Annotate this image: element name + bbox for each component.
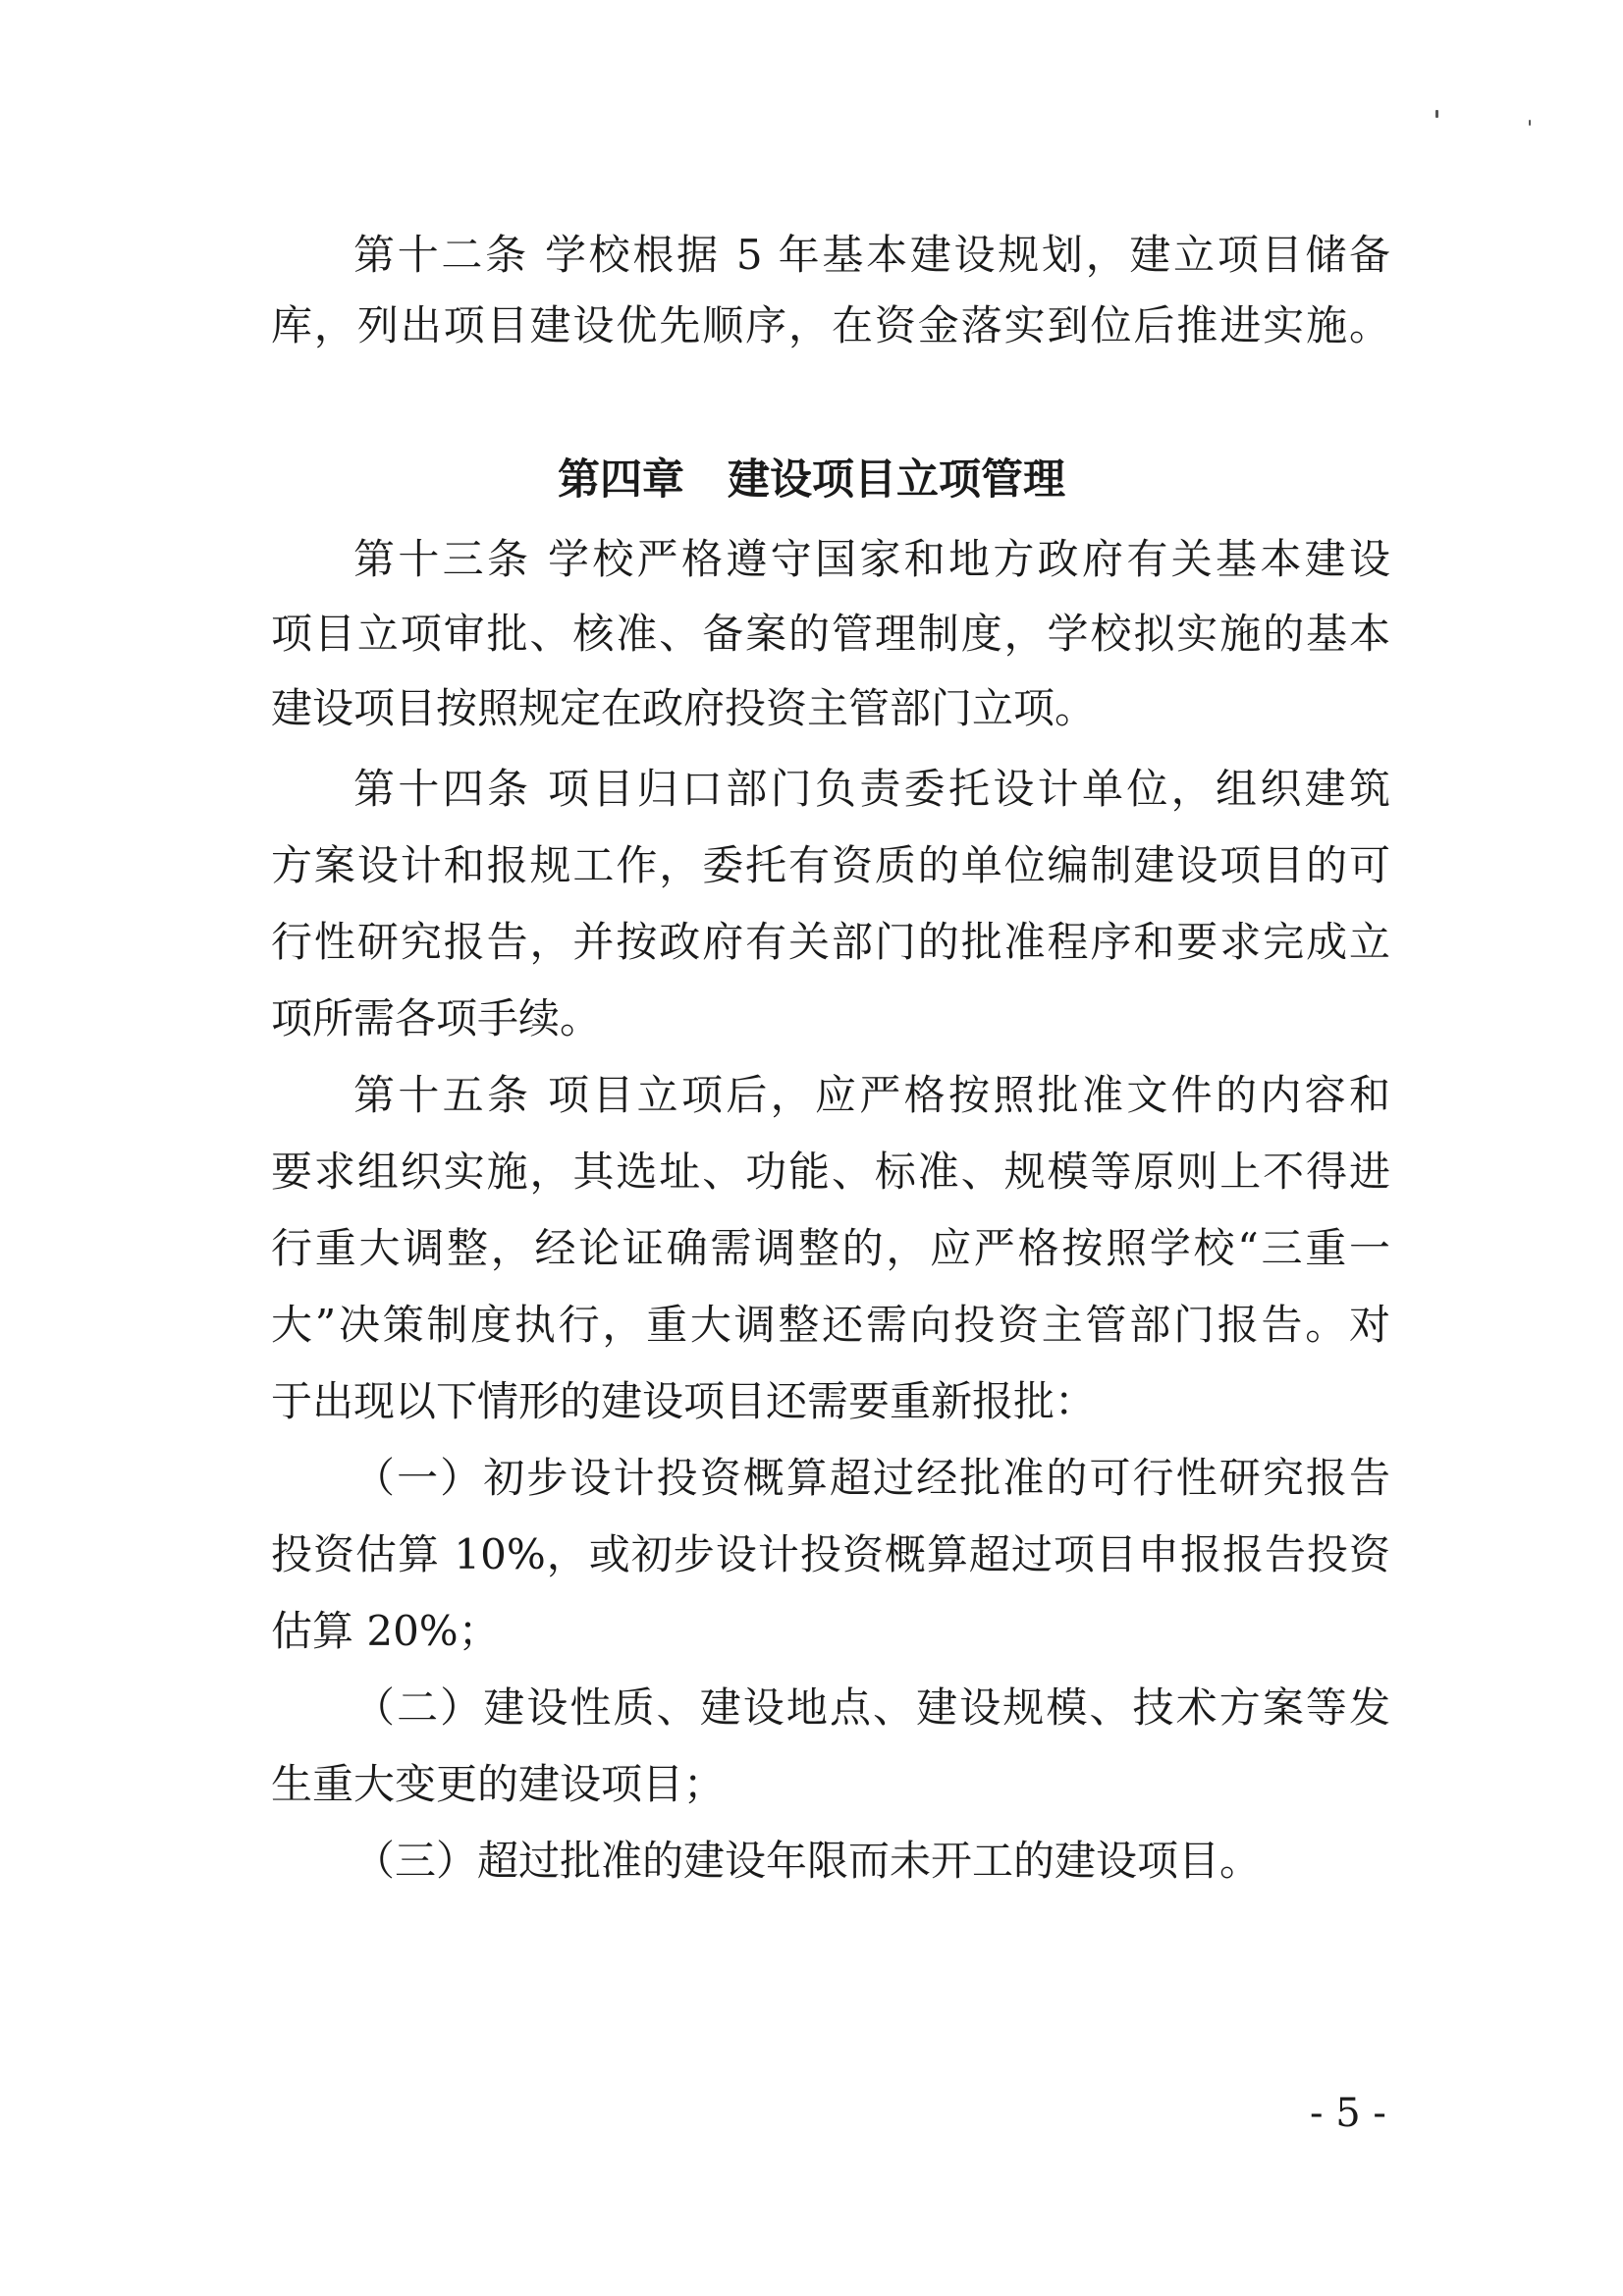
scan-speck bbox=[1435, 110, 1438, 118]
chapter-title: 建设项目立项管理 bbox=[728, 455, 1065, 505]
paragraph-line: 方案设计和报规工作，委托有资质的单位编制建设项目的可 bbox=[271, 841, 1390, 889]
paragraph-line: 于出现以下情形的建设项目还需要重新报批： bbox=[271, 1377, 1097, 1425]
paragraph-line: （二）建设性质、建设地点、建设规模、技术方案等发 bbox=[353, 1683, 1390, 1732]
paragraph-line: 第十五条 项目立项后，应严格按照批准文件的内容和 bbox=[353, 1071, 1390, 1119]
chapter-number: 第四章 bbox=[558, 455, 684, 505]
paragraph-line: 估算 20%； bbox=[271, 1607, 500, 1655]
paragraph-line: 行性研究报告，并按政府有关部门的批准程序和要求完成立 bbox=[271, 918, 1390, 966]
paragraph-line: 建设项目按照规定在政府投资主管部门立项。 bbox=[271, 684, 1097, 732]
paragraph-line: （一）初步设计投资概算超过经批准的可行性研究报告 bbox=[353, 1454, 1390, 1502]
scan-speck bbox=[1529, 120, 1531, 126]
paragraph-line: 第十二条 学校根据 5 年基本建设规划，建立项目储备 bbox=[353, 231, 1390, 279]
paragraph-line: 项所需各项手续。 bbox=[271, 994, 602, 1042]
paragraph-line: 第十四条 项目归口部门负责委托设计单位，组织建筑 bbox=[353, 765, 1390, 813]
paragraph-line: 要求组织实施，其选址、功能、标准、规模等原则上不得进 bbox=[271, 1148, 1390, 1196]
paragraph-line: 投资估算 10%，或初步设计投资概算超过项目申报报告投资 bbox=[271, 1530, 1390, 1578]
paragraph-line: （三）超过批准的建设年限而未开工的建设项目。 bbox=[353, 1837, 1262, 1885]
chapter-heading bbox=[0, 455, 1623, 505]
page-number: - 5 - bbox=[1310, 2091, 1386, 2136]
paragraph-line: 行重大调整，经论证确需调整的，应严格按照学校“三重一 bbox=[271, 1224, 1390, 1272]
paragraph-line: 库，列出项目建设优先顺序，在资金落实到位后推进实施。 bbox=[271, 301, 1390, 349]
paragraph-line: 第十三条 学校严格遵守国家和地方政府有关基本建设 bbox=[353, 535, 1390, 583]
paragraph-line: 生重大变更的建设项目； bbox=[271, 1760, 726, 1808]
paragraph-line: 项目立项审批、核准、备案的管理制度，学校拟实施的基本 bbox=[271, 610, 1390, 658]
paragraph-line: 大”决策制度执行，重大调整还需向投资主管部门报告。对 bbox=[271, 1301, 1390, 1349]
